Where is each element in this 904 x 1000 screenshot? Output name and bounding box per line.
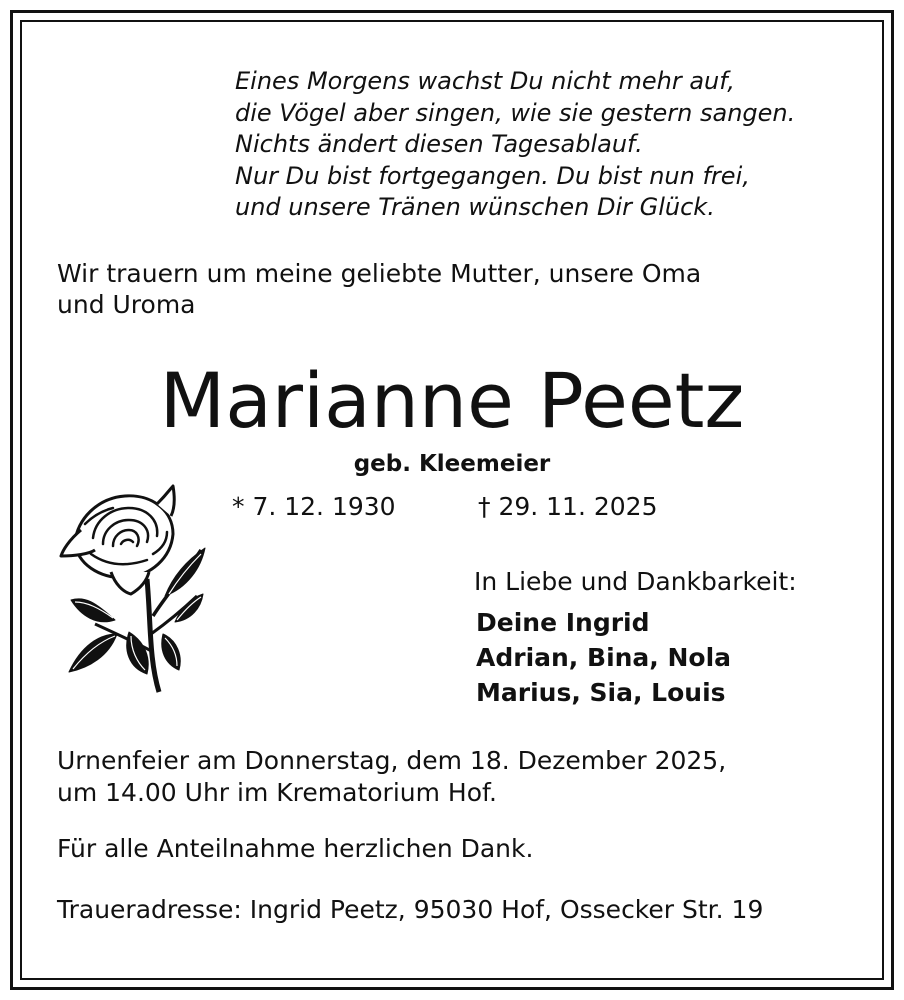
poem-line: Nur Du bist fortgegangen. Du bist nun frei, bbox=[235, 161, 750, 190]
death-date: † 29. 11. 2025 bbox=[478, 492, 658, 521]
ceremony-info bbox=[57, 745, 726, 809]
birth-date: * 7. 12. 1930 bbox=[232, 492, 396, 521]
rose-icon bbox=[55, 484, 207, 696]
thanks-note: Für alle Anteilnahme herzlichen Dank. bbox=[57, 834, 534, 863]
poem-line: die Vögel aber singen, wie sie gestern sangen. bbox=[235, 98, 796, 127]
mourner-name: Marius, Sia, Louis bbox=[476, 678, 726, 707]
mourning-address: Traueradresse: Ingrid Peetz, 95030 Hof, Ossecker Str. 19 bbox=[57, 895, 764, 924]
intro-line: und Uroma bbox=[57, 290, 196, 319]
mourning-intro bbox=[57, 258, 701, 320]
ceremony-line: um 14.00 Uhr im Krematorium Hof. bbox=[57, 778, 497, 807]
gratitude-heading: In Liebe und Dankbarkeit: bbox=[474, 567, 797, 596]
mourner-name: Deine Ingrid bbox=[476, 608, 650, 637]
mourner-name: Adrian, Bina, Nola bbox=[476, 643, 732, 672]
ceremony-line: Urnenfeier am Donnerstag, dem 18. Dezember 2025, bbox=[57, 746, 727, 775]
poem bbox=[235, 66, 795, 224]
poem-line: Nichts ändert diesen Tagesablauf. bbox=[235, 130, 643, 158]
poem-line: Eines Morgens wachst Du nicht mehr auf, bbox=[235, 67, 735, 95]
intro-line: Wir trauern um meine geliebte Mutter, unsere Oma bbox=[57, 259, 702, 288]
mourners-list bbox=[476, 605, 731, 710]
poem-line: und unsere Tränen wünschen Dir Glück. bbox=[235, 193, 715, 221]
maiden-name: geb. Kleemeier bbox=[353, 451, 551, 477]
deceased-name: Marianne Peetz bbox=[159, 356, 745, 445]
